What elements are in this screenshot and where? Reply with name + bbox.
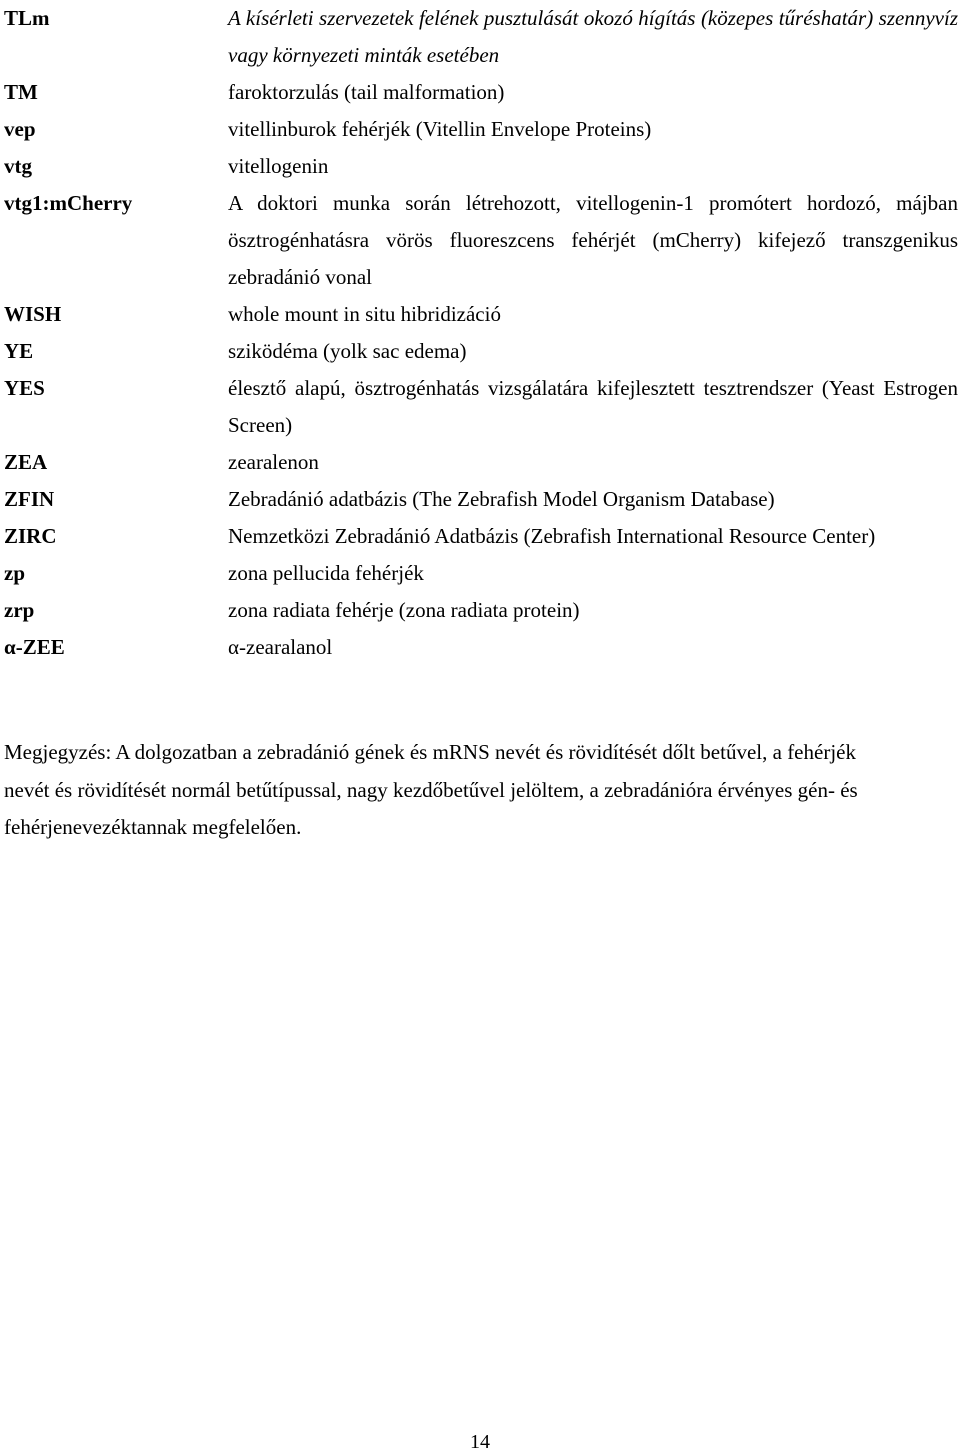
abbreviation-row: [0, 185, 960, 296]
abbreviation-row: [0, 555, 960, 592]
abbreviation-term: α-ZEE: [4, 635, 65, 659]
abbreviation-definition: zona pellucida fehérjék: [228, 561, 424, 585]
abbreviation-list: [0, 0, 960, 666]
abbreviation-row: [0, 518, 960, 555]
abbreviation-term: zrp: [4, 598, 35, 622]
abbreviation-definition: vitellinburok fehérjék (Vitellin Envelope Proteins): [228, 117, 652, 141]
abbreviation-term: YES: [4, 376, 45, 400]
footnote-paragraph: Megjegyzés: A dolgozatban a zebradánió gének és mRNS nevét és rövidítését dőlt betűvel, a fehérjék nevét és rövidítését normál betűtípussal, nagy kezdőbetűvel jelöltem, a zebradánióra érvényes gén- és fehérjenevezéktannak megfelelően.: [4, 740, 858, 839]
abbreviation-definition: Zebradánió adatbázis (The Zebrafish Model Organism Database): [228, 487, 775, 511]
abbreviation-term: vtg1:mCherry: [4, 191, 133, 215]
abbreviation-definition: zearalenon: [228, 450, 319, 474]
abbreviation-row: [0, 148, 960, 185]
abbreviation-definition: A kísérleti szervezetek felének pusztulását okozó hígítás (közepes tűréshatár) szennyvíz vagy környezeti minták esetében: [228, 6, 958, 67]
abbreviation-row: [0, 444, 960, 481]
abbreviation-term: TLm: [4, 6, 50, 30]
abbreviation-term: WISH: [4, 302, 62, 326]
abbreviation-row: [0, 333, 960, 370]
abbreviation-row: [0, 0, 960, 74]
abbreviation-term: ZIRC: [4, 524, 57, 548]
abbreviation-row: [0, 296, 960, 333]
abbreviation-term: TM: [4, 80, 38, 104]
abbreviation-row: [0, 481, 960, 518]
abbreviation-definition: whole mount in situ hibridizáció: [228, 302, 501, 326]
abbreviation-row: [0, 629, 960, 666]
abbreviation-row: [0, 592, 960, 629]
abbreviation-definition: faroktorzulás (tail malformation): [228, 80, 505, 104]
abbreviation-term: ZFIN: [4, 487, 55, 511]
abbreviation-row: [0, 111, 960, 148]
abbreviation-term: zp: [4, 561, 25, 585]
abbreviation-row: [0, 74, 960, 111]
abbreviation-term: vep: [4, 117, 36, 141]
abbreviation-definition: Nemzetközi Zebradánió Adatbázis (Zebrafish International Resource Center): [228, 524, 876, 548]
abbreviation-definition: sziködéma (yolk sac edema): [228, 339, 467, 363]
abbreviation-term: vtg: [4, 154, 32, 178]
abbreviation-definition: vitellogenin: [228, 154, 329, 178]
abbreviation-definition: élesztő alapú, ösztrogénhatás vizsgálatára kifejlesztett tesztrendszer (Yeast Estrogen Screen): [228, 376, 958, 437]
abbreviation-definition: zona radiata fehérje (zona radiata protein): [228, 598, 580, 622]
abbreviation-term: YE: [4, 339, 34, 363]
page-number: 14: [470, 1431, 490, 1453]
abbreviation-definition: α-zearalanol: [228, 635, 333, 659]
abbreviation-term: ZEA: [4, 450, 48, 474]
abbreviation-row: [0, 370, 960, 444]
abbreviation-definition: A doktori munka során létrehozott, vitellogenin-1 promótert hordozó, májban ösztrogénhatásra vörös fluoreszcens fehérjét (mCherry) kifejező transzgenikus zebradánió vonal: [228, 191, 958, 289]
